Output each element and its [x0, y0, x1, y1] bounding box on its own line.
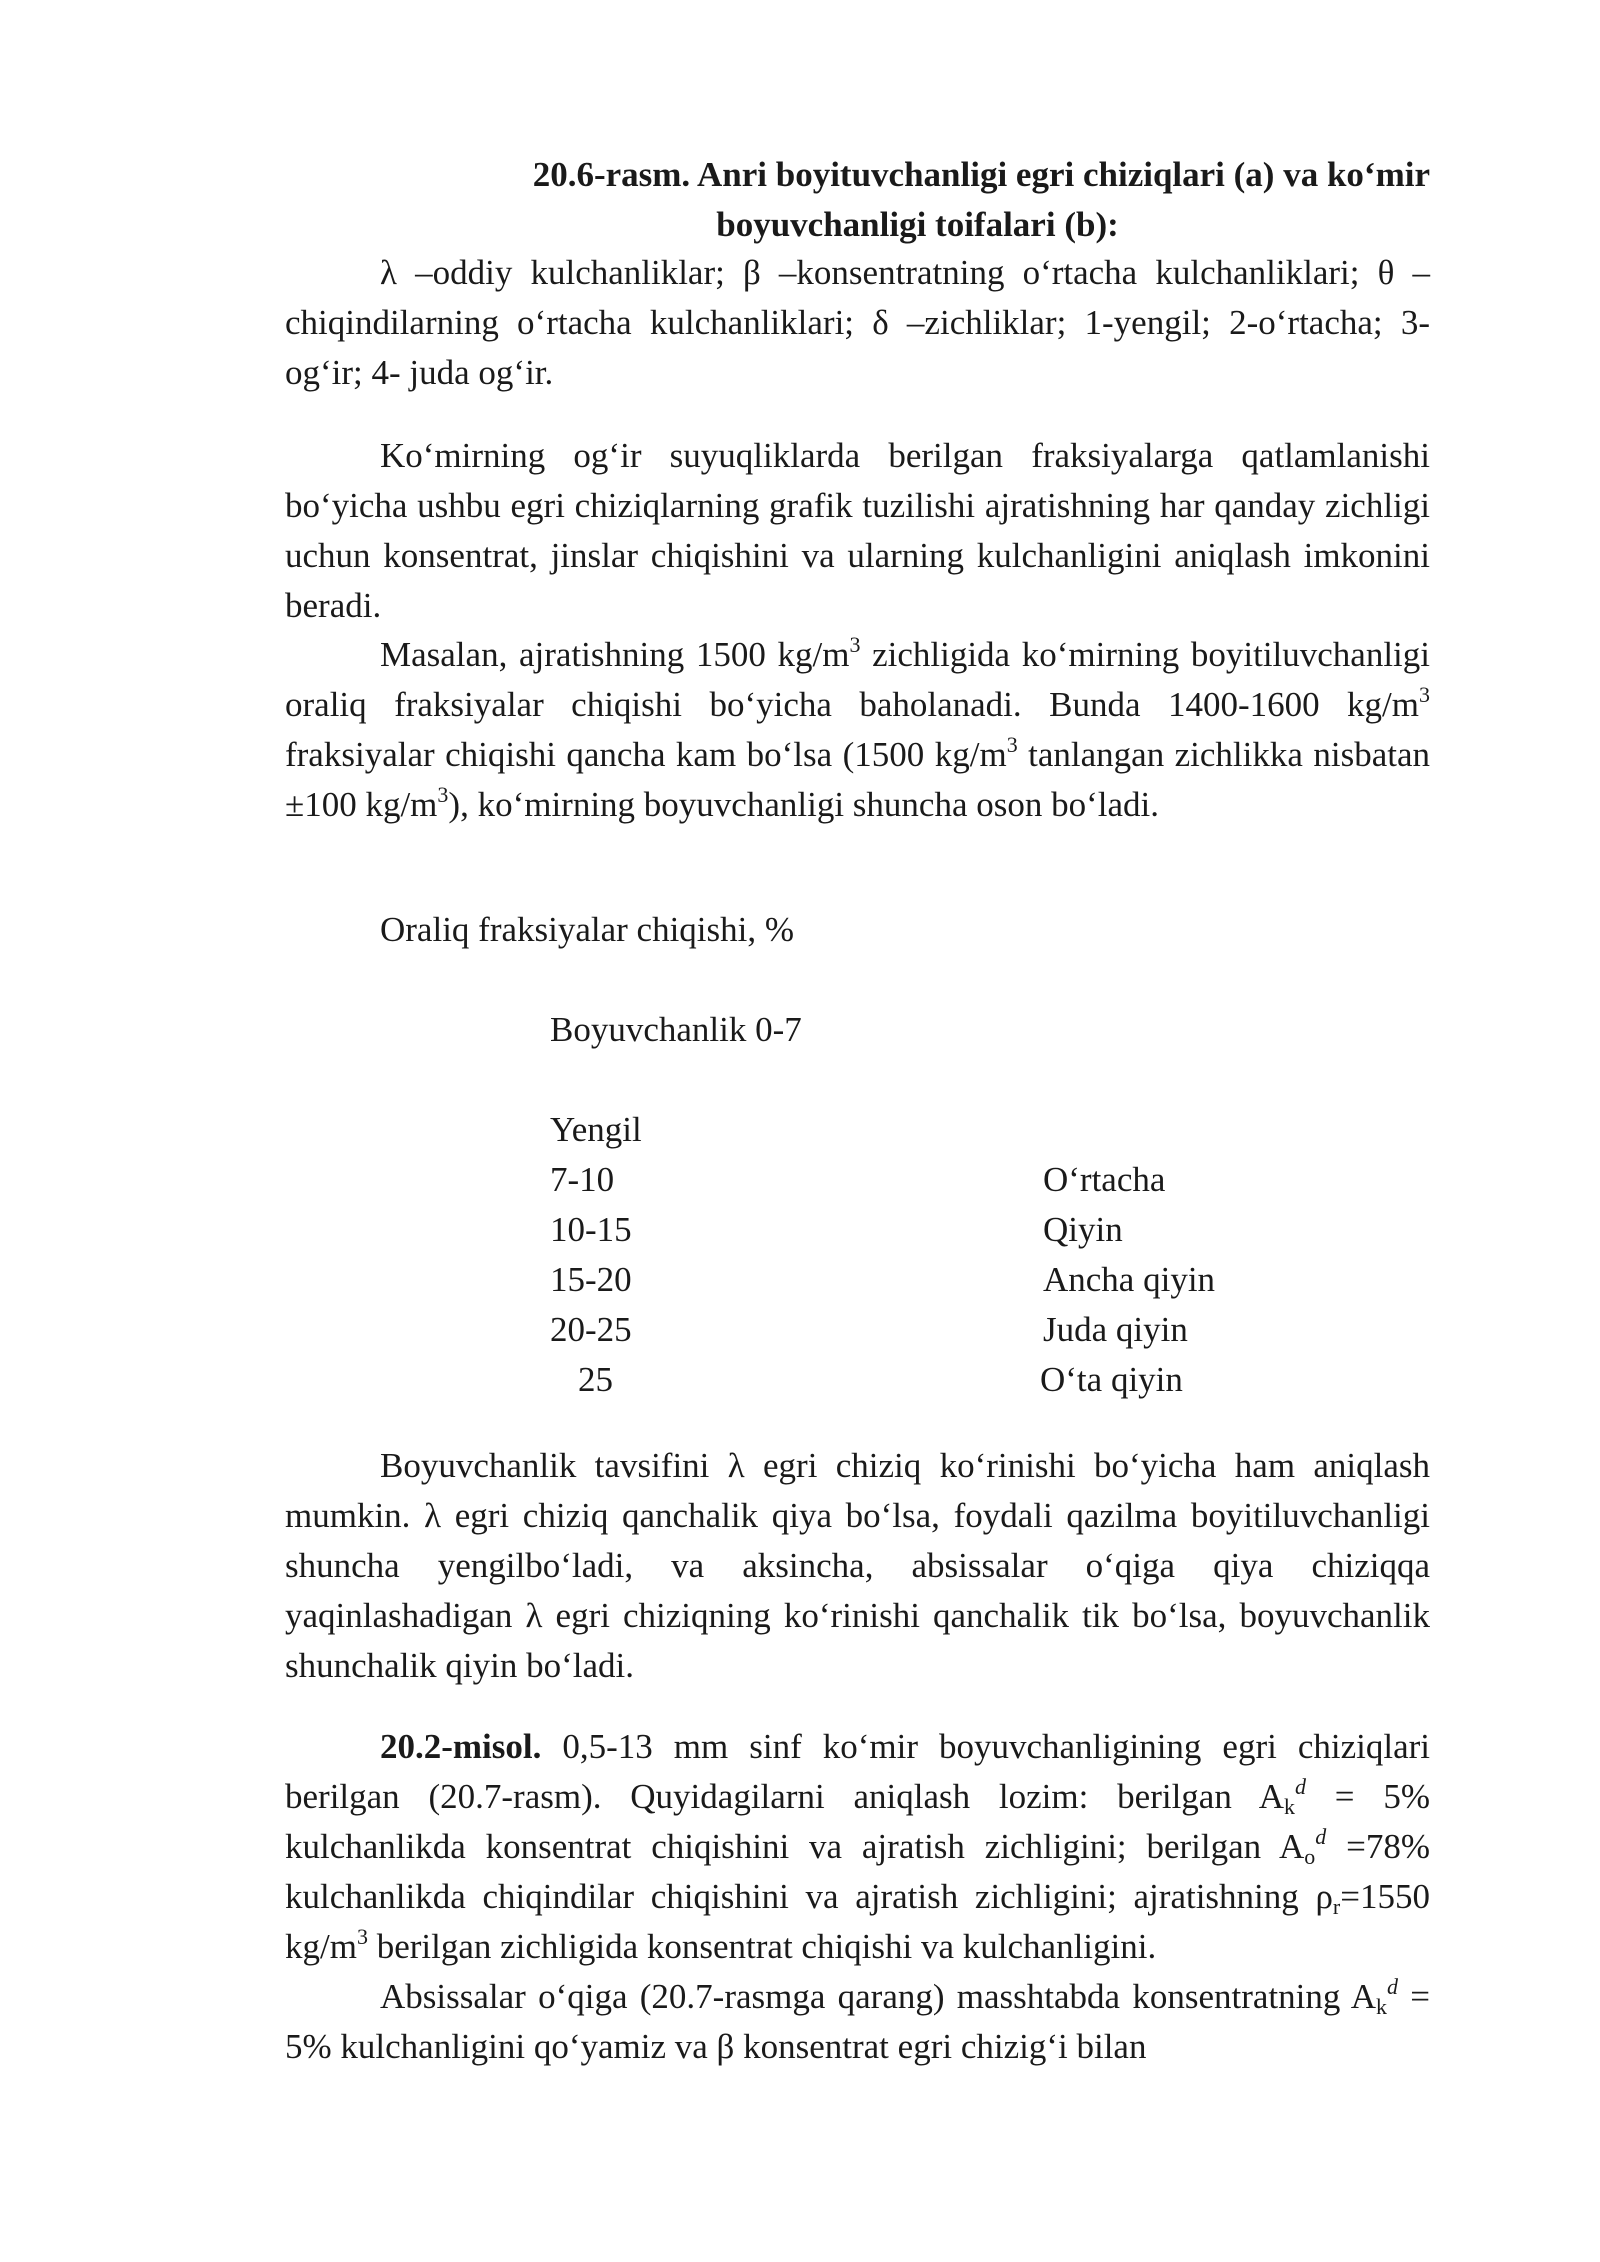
figure-caption-line2: boyuvchanligi toifalari (b): — [716, 205, 1119, 244]
figure-caption — [285, 150, 1430, 250]
example-paragraph: 20.2-misol. 0,5-13 mm sinf ko‘mir boyuvchanligining egri chiziqlari berilgan (20.7-rasm). Quyidagilarni aniqlash lozim: berilgan $A_k^d = 5\%$ kulchanlikda konsentrat chiqishini va ajratish zichligini; berilgan $A_o^d =78\%$ kulchanlikda chiqindilar chiqishini va ajratish zichligini; ajratishning $\rho_r=1550$ $kg/m^3$ berilgan zichligida konsentrat chiqishi va kulchanligini. — [285, 1727, 1430, 1966]
table-row — [550, 1260, 1250, 1310]
paragraph-3: Boyuvchanlik tavsifini λ egri chiziq ko‘rinishi bo‘yicha ham aniqlash mumkin. λ egri chiziq qanchalik qiya bo‘lsa, foydali qazilma boyitiluvchanligi shuncha yengilbo‘ladi, va aksincha, absissalar o‘qiga qiya chiziqqa yaqinlashadigan λ egri chiziqning ko‘rinishi qanchalik tik bo‘lsa, boyuvchanlik shunchalik qiyin bo‘ladi. — [285, 1446, 1430, 1685]
table-column-header: Boyuvchanlik 0-7 — [550, 1010, 802, 1049]
row-category: Ancha qiyin — [1043, 1260, 1216, 1299]
example-label: 20.2-misol. — [380, 1727, 542, 1766]
paragraph-1: Ko‘mirning og‘ir suyuqliklarda berilgan fraksiyalarga qatlamlanishi bo‘yicha ushbu egri chiziqlarning grafik tuzilishi ajratishning har qanday zichligi uchun konsentrat, jinslar chiqishini va ularning kulchanligini aniqlash imkonini beradi. — [285, 436, 1430, 625]
table-heading: Oraliq fraksiyalar chiqishi, % — [380, 910, 795, 949]
row-range: 10-15 — [550, 1210, 632, 1249]
row-category: O‘rtacha — [1043, 1160, 1166, 1199]
paragraph-5: Absissalar o‘qiga (20.7-rasmga qarang) masshtabda konsentratning $A_k^d = 5\%$ kulchanligini qo‘yamiz va β konsentrat egri chizig‘i bilan — [285, 1974, 1430, 2066]
figure-caption-line1: 20.6-rasm. Anri boyituvchanligi egri chiziqlari (a) va ko‘mir — [532, 155, 1430, 194]
row-range: 20-25 — [550, 1310, 632, 1349]
table-first-category: Yengil — [550, 1110, 642, 1149]
row-category: Qiyin — [1043, 1210, 1123, 1249]
table-row — [550, 1310, 1250, 1360]
row-category: Juda qiyin — [1043, 1310, 1188, 1349]
table-row — [550, 1210, 1250, 1260]
row-range: 25 — [578, 1360, 613, 1399]
table-row — [550, 1360, 1250, 1410]
table-row — [550, 1160, 1250, 1210]
figure-legend: λ –oddiy kulchanliklar; β –konsentratning o‘rtacha kulchanliklari; θ – chiqindilarning o‘rtacha kulchanliklari; δ –zichliklar; 1-yengil; 2-o‘rtacha; 3-og‘ir; 4- juda og‘ir. — [285, 253, 1430, 392]
row-range: 7-10 — [550, 1160, 615, 1199]
paragraph-2: Masalan, ajratishning 1500 $kg/m^3$ zichligida ko‘mirning boyitiluvchanligi oraliq fraksiyalar chiqishi bo‘yicha baholanadi. Bunda 1400-1600 $kg/m^3$ fraksiyalar chiqishi qancha kam bo‘lsa (1500 $kg/m^3$ tanlangan zichlikka nisbatan ±100 $kg/m^3$), ko‘mirning boyuvchanligi shuncha oson bo‘ladi. — [285, 632, 1431, 824]
row-category: O‘ta qiyin — [1040, 1360, 1183, 1399]
row-range: 15-20 — [550, 1260, 632, 1299]
